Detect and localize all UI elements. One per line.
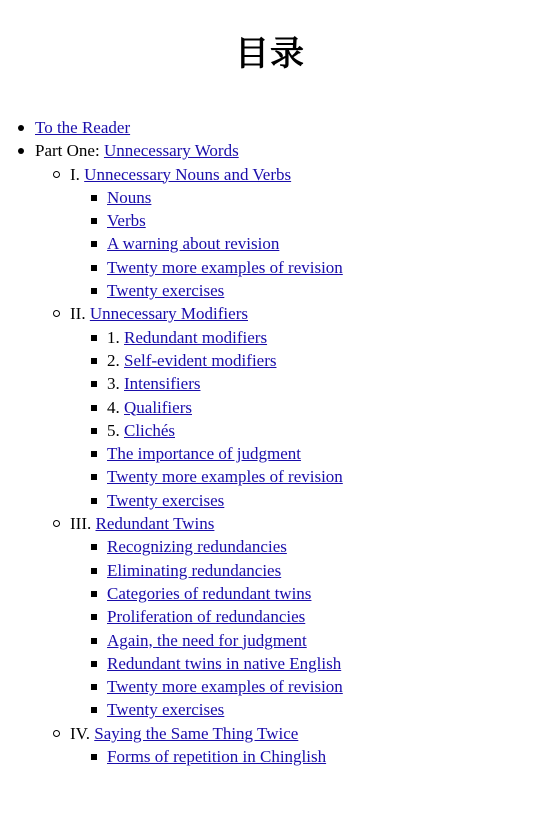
toc-item <box>70 722 540 769</box>
square-bullet-icon <box>91 498 97 504</box>
square-bullet-icon <box>91 474 97 480</box>
toc-link[interactable]: Clichés <box>124 420 175 440</box>
square-bullet-icon <box>91 638 97 644</box>
toc-prefix: I. <box>70 164 85 184</box>
square-bullet-icon <box>91 381 97 387</box>
toc-link[interactable]: Categories of redundant twins <box>107 583 312 603</box>
toc-item <box>107 232 540 255</box>
toc-item <box>107 629 540 652</box>
square-bullet-icon <box>91 661 97 667</box>
square-bullet-icon <box>91 544 97 550</box>
toc-link[interactable]: Proliferation of redundancies <box>107 607 306 627</box>
toc-item <box>107 326 540 349</box>
toc-list <box>0 116 540 768</box>
toc-item <box>35 116 540 139</box>
toc-item <box>70 302 540 512</box>
square-bullet-icon <box>91 405 97 411</box>
toc-item <box>70 163 540 303</box>
circle-bullet-icon <box>53 730 60 737</box>
square-bullet-icon <box>91 335 97 341</box>
toc-item <box>107 745 540 768</box>
toc-link[interactable]: Unnecessary Modifiers <box>89 304 248 324</box>
toc-prefix: 2. <box>107 350 124 370</box>
toc-item <box>107 256 540 279</box>
toc-item <box>107 396 540 419</box>
toc-link[interactable]: Redundant Twins <box>95 514 215 534</box>
toc-item <box>107 698 540 721</box>
page-title: 目录 <box>235 34 305 74</box>
toc-link[interactable]: Qualifiers <box>124 397 192 417</box>
square-bullet-icon <box>91 707 97 713</box>
toc-link[interactable]: Self-evident modifiers <box>124 350 277 370</box>
toc-link[interactable]: The importance of judgment <box>107 444 302 464</box>
toc-link[interactable]: Twenty more examples of revision <box>107 257 343 277</box>
circle-bullet-icon <box>53 520 60 527</box>
toc-link[interactable]: Twenty exercises <box>107 700 225 720</box>
toc-link[interactable]: Nouns <box>107 187 152 207</box>
toc-item <box>107 535 540 558</box>
toc-item <box>107 652 540 675</box>
square-bullet-icon <box>91 568 97 574</box>
square-bullet-icon <box>91 241 97 247</box>
toc-prefix: IV. <box>70 723 95 743</box>
square-bullet-icon <box>91 288 97 294</box>
toc-link[interactable]: Unnecessary Words <box>103 141 239 161</box>
toc-link[interactable]: Again, the need for judgment <box>107 630 307 650</box>
toc-item <box>70 512 540 722</box>
toc-item <box>107 186 540 209</box>
toc-item <box>107 559 540 582</box>
toc-link[interactable]: Forms of repetition in Chinglish <box>107 747 327 767</box>
disc-bullet-icon <box>18 148 24 154</box>
toc-item <box>107 349 540 372</box>
toc-link[interactable]: To the Reader <box>35 118 131 137</box>
toc-link[interactable]: Redundant twins in native English <box>107 653 342 673</box>
toc-prefix: Part One: <box>35 141 104 161</box>
toc-link[interactable]: A warning about revision <box>107 234 280 254</box>
toc-prefix: II. <box>70 304 90 324</box>
square-bullet-icon <box>91 358 97 364</box>
toc-link[interactable]: Unnecessary Nouns and Verbs <box>84 164 292 184</box>
toc-item <box>107 605 540 628</box>
toc-item <box>107 582 540 605</box>
square-bullet-icon <box>91 428 97 434</box>
toc-link[interactable]: Twenty more examples of revision <box>107 467 343 487</box>
toc-link[interactable]: Verbs <box>107 211 146 231</box>
toc-item <box>107 675 540 698</box>
toc-prefix: 1. <box>107 327 124 347</box>
square-bullet-icon <box>91 684 97 690</box>
toc-item <box>35 139 540 768</box>
circle-bullet-icon <box>53 310 60 317</box>
toc-link[interactable]: Eliminating redundancies <box>107 560 282 580</box>
toc-item <box>107 419 540 442</box>
toc-prefix: III. <box>70 514 96 534</box>
square-bullet-icon <box>91 451 97 457</box>
toc-link[interactable]: Intensifiers <box>124 374 201 394</box>
toc-sublist <box>70 326 540 512</box>
toc-sublist <box>70 535 540 721</box>
toc-link[interactable]: Redundant modifiers <box>124 327 268 347</box>
toc-link[interactable]: Recognizing redundancies <box>107 537 287 557</box>
toc-sublist <box>70 745 540 768</box>
square-bullet-icon <box>91 754 97 760</box>
toc-item <box>107 279 540 302</box>
toc-prefix: 3. <box>107 374 124 394</box>
toc-link[interactable]: Twenty exercises <box>107 490 225 510</box>
toc-item <box>107 442 540 465</box>
toc-link[interactable]: Twenty more examples of revision <box>107 677 343 697</box>
disc-bullet-icon <box>18 125 24 131</box>
square-bullet-icon <box>91 265 97 271</box>
toc-item <box>107 465 540 488</box>
toc-item <box>107 489 540 512</box>
square-bullet-icon <box>91 614 97 620</box>
toc-sublist <box>35 163 540 769</box>
circle-bullet-icon <box>53 171 60 178</box>
toc-link[interactable]: Twenty exercises <box>107 281 225 301</box>
toc-item <box>107 372 540 395</box>
square-bullet-icon <box>91 591 97 597</box>
toc-prefix: 4. <box>107 397 124 417</box>
toc-prefix: 5. <box>107 420 124 440</box>
toc-link[interactable]: Saying the Same Thing Twice <box>94 723 299 743</box>
square-bullet-icon <box>91 195 97 201</box>
toc-sublist <box>70 186 540 302</box>
square-bullet-icon <box>91 218 97 224</box>
toc-item <box>107 209 540 232</box>
